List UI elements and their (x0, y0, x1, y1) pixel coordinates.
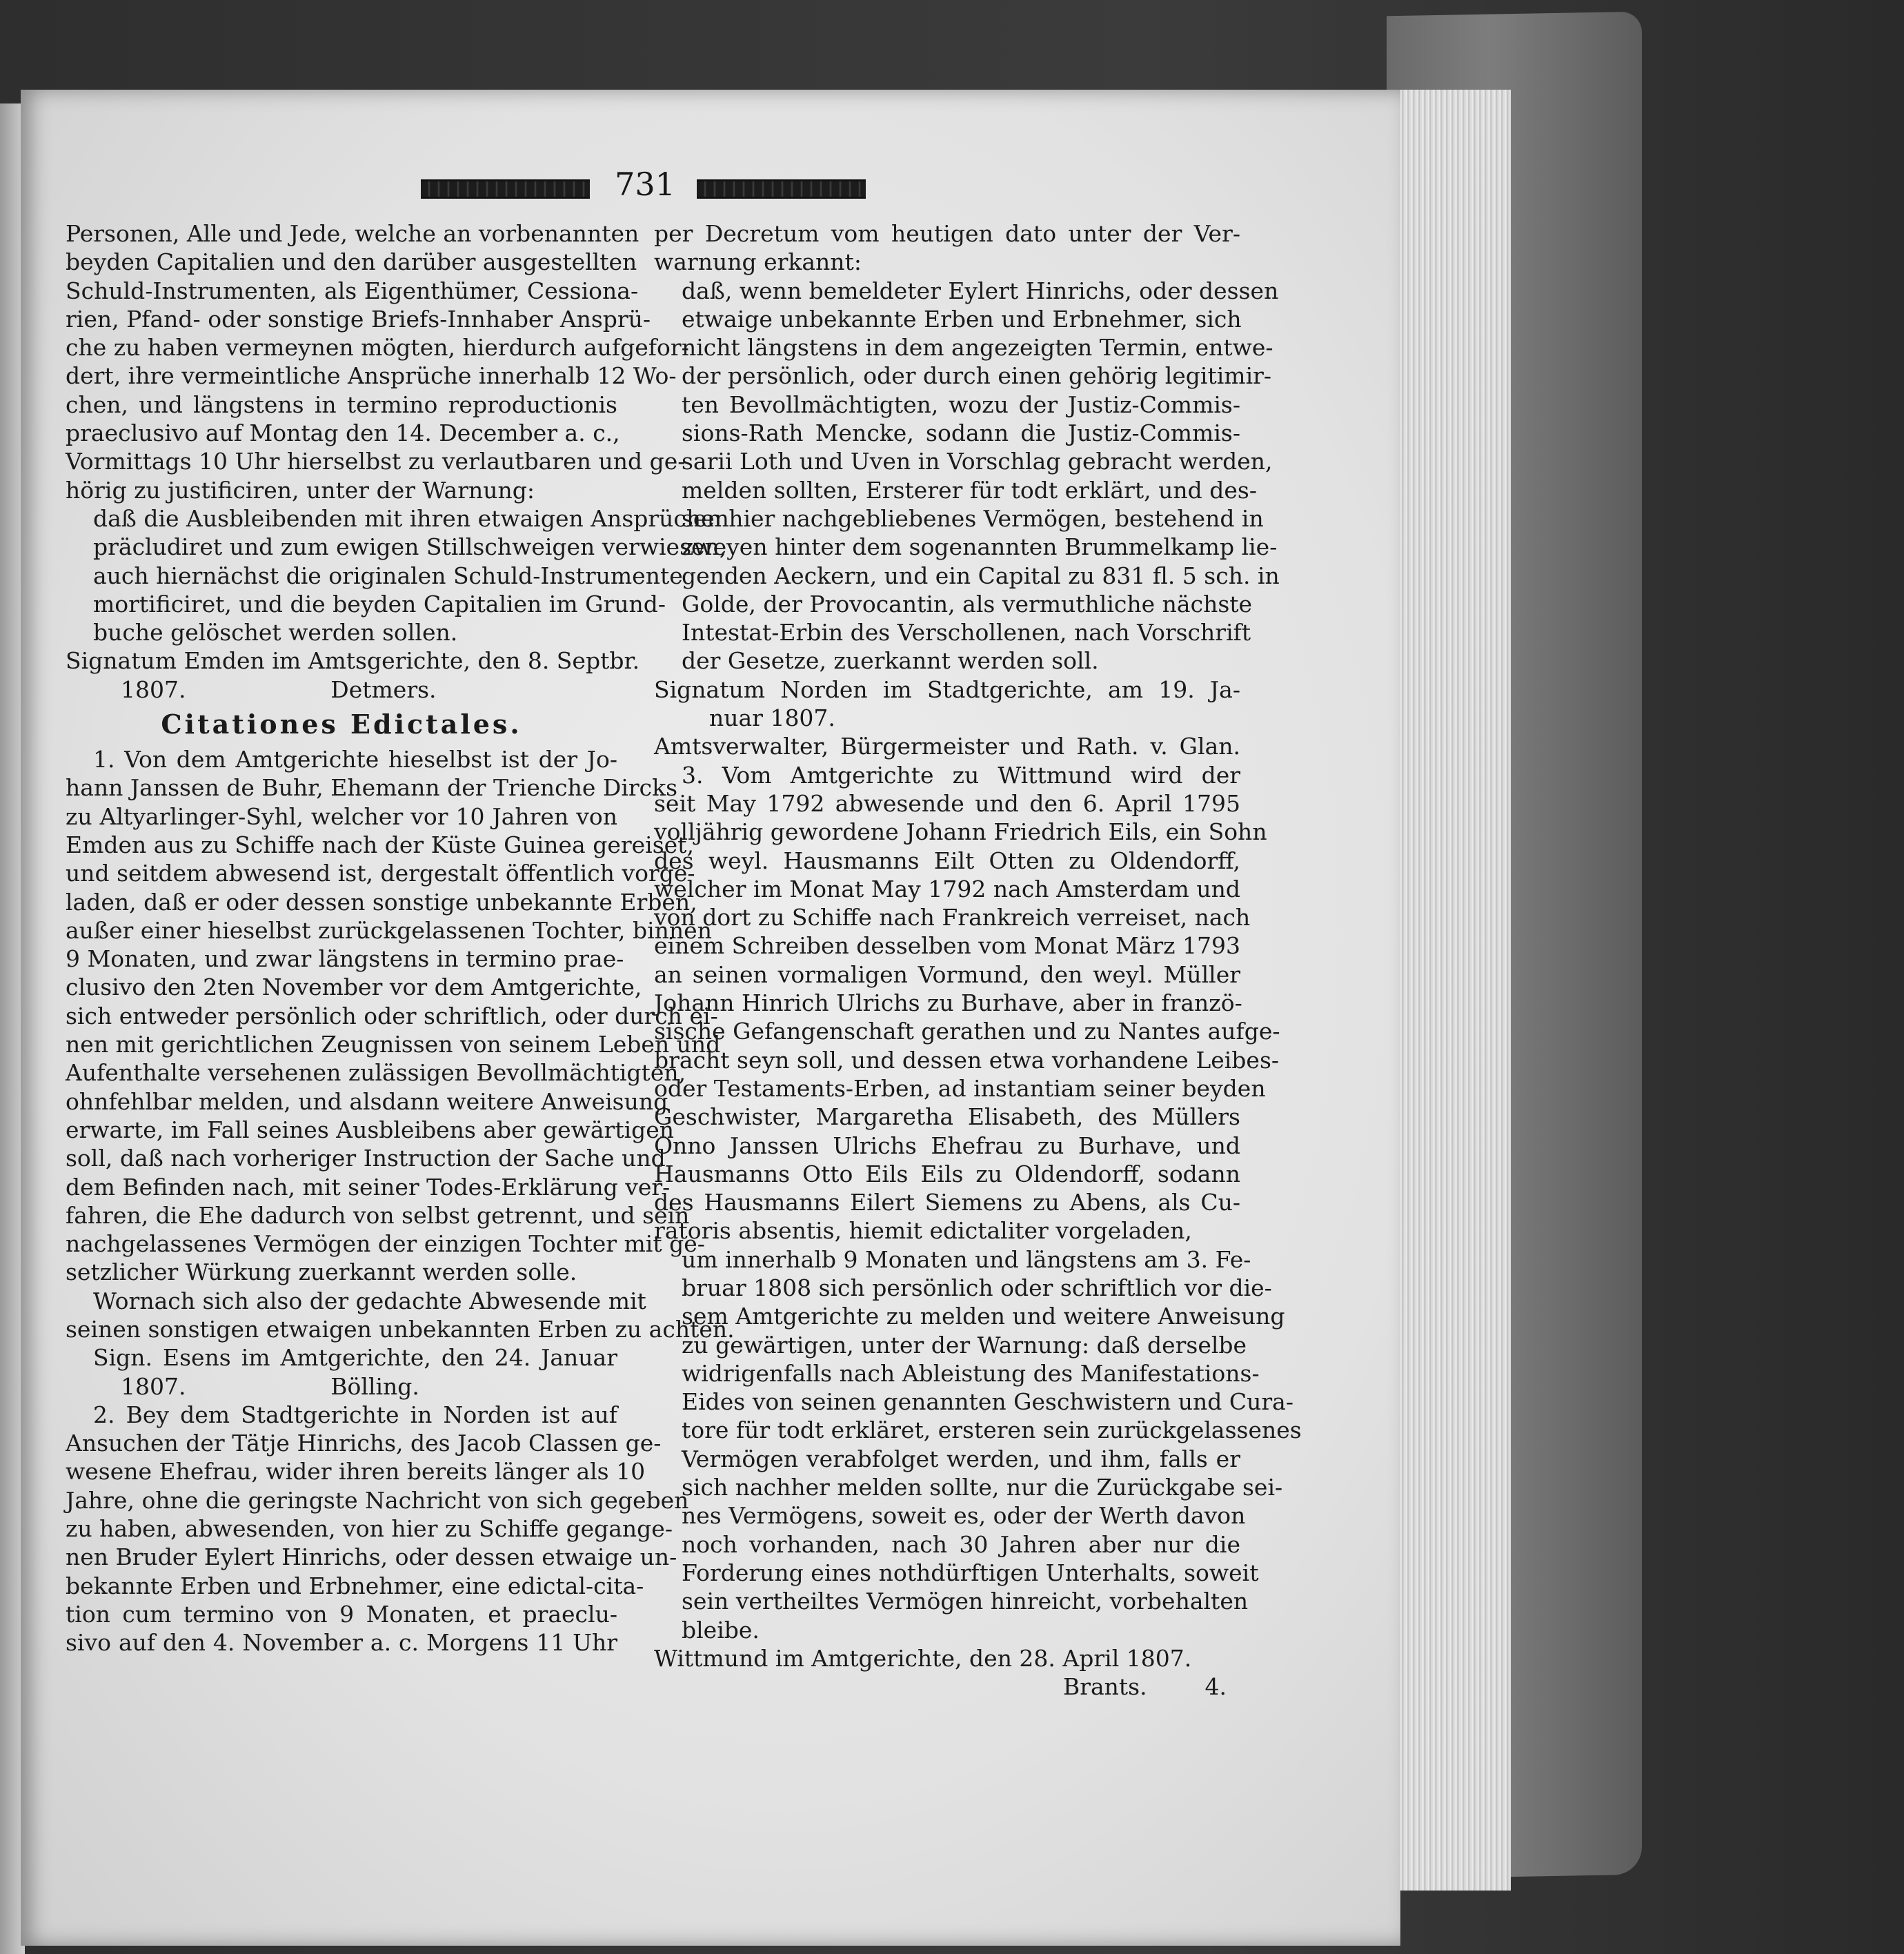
text-line: seinen sonstigen etwaigen unbekannten Erben zu achten. (66, 1315, 735, 1343)
text-line: sem Amtgerichte zu melden und weitere Anweisung (682, 1303, 1285, 1330)
page-edges (1394, 90, 1511, 1891)
text-line: erwarte, im Fall seines Ausbleibens aber gewärtigen (66, 1116, 675, 1143)
text-line: sich entweder persönlich oder schriftlich, oder durch ei- (66, 1002, 718, 1029)
text-line: warnung erkannt: (654, 248, 862, 276)
text-line: Signatum Norden im Stadtgerichte, am 19. Ja- (654, 675, 1240, 703)
text-line: bracht seyn soll, und dessen etwa vorhandene Leibes- (654, 1046, 1280, 1074)
right-column (654, 219, 1302, 1701)
page-header (421, 166, 876, 207)
text-line: che zu haben vermeynen mögten, hierdurch aufgefor- (66, 334, 689, 362)
text-line: sen hier nachgebliebenes Vermögen, bestehend in (682, 504, 1264, 532)
text-line: Sign. Esens im Amtgerichte, den 24. Januar (93, 1344, 617, 1372)
section-heading: Citationes Edictales. (161, 709, 522, 740)
text-line: laden, daß er oder dessen sonstige unbekannte Erben, (66, 888, 697, 916)
text-line: zu gewärtigen, unter der Warnung: daß derselbe (682, 1331, 1247, 1359)
text-line: auch hiernächst die originalen Schuld-Instrumente (93, 562, 683, 589)
text-line: clusivo den 2ten November vor dem Amtgerichte, (66, 974, 642, 1001)
text-line: Wornach sich also der gedachte Abwesende mit (93, 1287, 646, 1314)
text-line: der persönlich, oder durch einen gehörig legitimir- (682, 362, 1272, 390)
text-line: nachgelassenes Vermögen der einzigen Tochter mit ge- (66, 1230, 705, 1258)
text-line: der Gesetze, zuerkannt werden soll. (682, 647, 1099, 675)
text-line: Signatum Emden im Amtsgerichte, den 8. Septbr. (66, 647, 640, 675)
text-line: zu Altyarlinger-Syhl, welcher vor 10 Jahren von (66, 802, 617, 830)
text-line: nen mit gerichtlichen Zeugnissen von seinem Leben und (66, 1031, 721, 1058)
text-line: welcher im Monat May 1792 nach Amsterdam und (654, 875, 1240, 902)
text-line: von dort zu Schiffe nach Frankreich verreiset, nach (654, 904, 1251, 931)
text-line: buche gelöschet werden sollen. (93, 619, 458, 647)
text-line: praeclusivo auf Montag den 14. December a. c., (66, 420, 620, 447)
text-line: Ansuchen der Tätje Hinrichs, des Jacob Classen ge- (66, 1430, 662, 1457)
text-line: Forderung eines nothdürftigen Unterhalts, soweit (682, 1559, 1259, 1586)
text-line: und seitdem abwesend ist, dergestalt öffentlich vorge- (66, 860, 695, 887)
text-line: präcludiret und zum ewigen Stillschweigen verwiesen, (93, 533, 727, 561)
text-line: wesene Ehefrau, wider ihren bereits länger als 10 (66, 1458, 646, 1486)
text-line: um innerhalb 9 Monaten und längstens am 3. Fe- (682, 1245, 1251, 1273)
text-line: oder Testaments-Erben, ad instantiam seiner beyden (654, 1074, 1266, 1102)
text-line: Golde, der Provocantin, als vermuthliche nächste (682, 590, 1253, 618)
text-line: des Hausmanns Eilert Siemens zu Abens, als Cu- (654, 1189, 1240, 1216)
text-line: außer einer hieselbst zurückgelassenen Tochter, binnen (66, 916, 712, 944)
text-line: sein vertheiltes Vermögen hinreicht, vorbehalten (682, 1588, 1249, 1615)
text-line: soll, daß nach vorheriger Instruction der Sache und (66, 1145, 666, 1172)
text-line: hörig zu justificiren, unter der Warnung: (66, 476, 535, 504)
text-line: widrigenfalls nach Ableistung des Manifestations- (682, 1359, 1260, 1387)
text-line: des weyl. Hausmanns Eilt Otten zu Oldendorff, (654, 847, 1240, 874)
text-line: sivo auf den 4. November a. c. Morgens 11 Uhr (66, 1629, 617, 1657)
text-line: Brants. 4. (1062, 1673, 1227, 1701)
text-line: Eides von seinen genannten Geschwistern und Cura- (682, 1388, 1293, 1416)
text-line: an seinen vormaligen Vormund, den weyl. Müller (654, 960, 1240, 988)
text-line: 1807. Detmers. (121, 675, 437, 703)
text-line: Personen, Alle und Jede, welche an vorbenannten (66, 220, 639, 247)
text-line: volljährig gewordene Johann Friedrich Eils, ein Sohn (654, 818, 1267, 846)
text-line: ratoris absentis, hiemit edictaliter vorgeladen, (654, 1217, 1192, 1245)
text-line: sions-Rath Mencke, sodann die Justiz-Commis- (682, 420, 1240, 447)
text-line: tion cum termino von 9 Monaten, et praeclu- (66, 1600, 617, 1628)
text-line: hann Janssen de Buhr, Ehemann der Trienche Dircks (66, 774, 678, 802)
text-line: Vermögen verabfolget werden, und ihm, falls er (682, 1445, 1240, 1472)
left-column (66, 219, 735, 1657)
text-line: Vormittags 10 Uhr hierselbst zu verlautbaren und ge- (66, 448, 686, 475)
text-line: bleibe. (682, 1616, 760, 1644)
text-line: Intestat-Erbin des Verschollenen, nach Vorschrift (682, 619, 1251, 647)
text-line: 3. Vom Amtgerichte zu Wittmund wird der (682, 761, 1240, 789)
text-line: daß, wenn bemeldeter Eylert Hinrichs, oder dessen (682, 277, 1279, 304)
text-line: Schuld-Instrumenten, als Eigenthümer, Cessiona- (66, 277, 639, 304)
text-line: 9 Monaten, und zwar längstens in termino prae- (66, 945, 624, 973)
text-line: sich nachher melden sollte, nur die Zurückgabe sei- (682, 1474, 1283, 1501)
text-line: einem Schreiben desselben vom Monat März 1793 (654, 932, 1240, 960)
text-line: dem Befinden nach, mit seiner Todes-Erklärung ver- (66, 1173, 671, 1201)
text-line: beyden Capitalien und den darüber ausgestellten (66, 248, 637, 276)
text-line: rien, Pfand- oder sonstige Briefs-Innhaber Ansprü- (66, 305, 651, 333)
text-line: nicht längstens in dem angezeigten Termin, entwe- (682, 334, 1273, 362)
text-line: ten Bevollmächtigten, wozu der Justiz-Commis- (682, 391, 1240, 418)
text-line: zweyen hinter dem sogenannten Brummelkamp lie- (682, 533, 1278, 561)
text-line: tore für todt erkläret, ersteren sein zurückgelassenes (682, 1417, 1302, 1444)
text-line: Onno Janssen Ulrichs Ehefrau zu Burhave, und (654, 1132, 1240, 1159)
text-line: Amtsverwalter, Bürgermeister und Rath. v. Glan. (654, 733, 1240, 760)
text-line: dert, ihre vermeintliche Ansprüche innerhalb 12 Wo- (66, 362, 677, 390)
text-line: melden sollten, Ersterer für todt erklärt, und des- (682, 476, 1258, 504)
text-line: 1. Von dem Amtgerichte hieselbst ist der Jo- (93, 746, 617, 773)
header-rule-right (697, 179, 866, 199)
text-line: Geschwister, Margaretha Elisabeth, des Müllers (654, 1103, 1240, 1131)
text-line: Hausmanns Otto Eils Eils zu Oldendorff, sodann (654, 1160, 1240, 1187)
text-line: Jahre, ohne die geringste Nachricht von sich gegeben (66, 1486, 689, 1514)
text-line: 1807. Bölling. (121, 1372, 419, 1400)
text-line: zu haben, abwesenden, von hier zu Schiffe gegange- (66, 1515, 673, 1543)
text-line: ohnfehlbar melden, und alsdann weitere Anweisung (66, 1087, 668, 1115)
text-line: etwaige unbekannte Erben und Erbnehmer, sich (682, 305, 1242, 333)
text-line: bekannte Erben und Erbnehmer, eine edictal-cita- (66, 1572, 644, 1599)
text-line: sische Gefangenschaft gerathen und zu Nantes aufge- (654, 1018, 1280, 1045)
text-line: seit May 1792 abwesende und den 6. April 1795 (654, 789, 1240, 817)
text-line: per Decretum vom heutigen dato unter der Ver- (654, 220, 1240, 247)
text-line: nuar 1807. (709, 704, 835, 732)
text-line: 2. Bey dem Stadtgerichte in Norden ist auf (93, 1401, 617, 1428)
text-line: Johann Hinrich Ulrichs zu Burhave, aber in franzö- (654, 989, 1242, 1017)
text-line: Wittmund im Amtgerichte, den 28. April 1807. (654, 1644, 1192, 1672)
header-rule-left (421, 179, 590, 199)
text-line: mortificiret, und die beyden Capitalien im Grund- (93, 590, 666, 618)
text-line: Aufenthalte versehenen zulässigen Bevollmächtigten, (66, 1059, 686, 1087)
text-line: daß die Ausbleibenden mit ihren etwaigen Ansprüchen (93, 504, 729, 532)
page-number: 731 (615, 166, 675, 203)
text-line: nen Bruder Eylert Hinrichs, oder dessen etwaige un- (66, 1543, 677, 1571)
text-line: setzlicher Würkung zuerkannt werden solle. (66, 1259, 577, 1286)
text-line: noch vorhanden, nach 30 Jahren aber nur die (682, 1530, 1240, 1558)
text-line: genden Aeckern, und ein Capital zu 831 fl. 5 sch. in (682, 562, 1280, 589)
text-line: nes Vermögens, soweit es, oder der Werth davon (682, 1502, 1246, 1530)
text-line: sarii Loth und Uven in Vorschlag gebracht werden, (682, 448, 1273, 475)
text-line: Emden aus zu Schiffe nach der Küste Guinea gereiset, (66, 831, 694, 858)
text-line: chen, und längstens in termino reproductionis (66, 391, 617, 418)
text-line: bruar 1808 sich persönlich oder schriftlich vor die- (682, 1274, 1272, 1301)
text-line: fahren, die Ehe dadurch von selbst getrennt, und sein (66, 1201, 690, 1229)
